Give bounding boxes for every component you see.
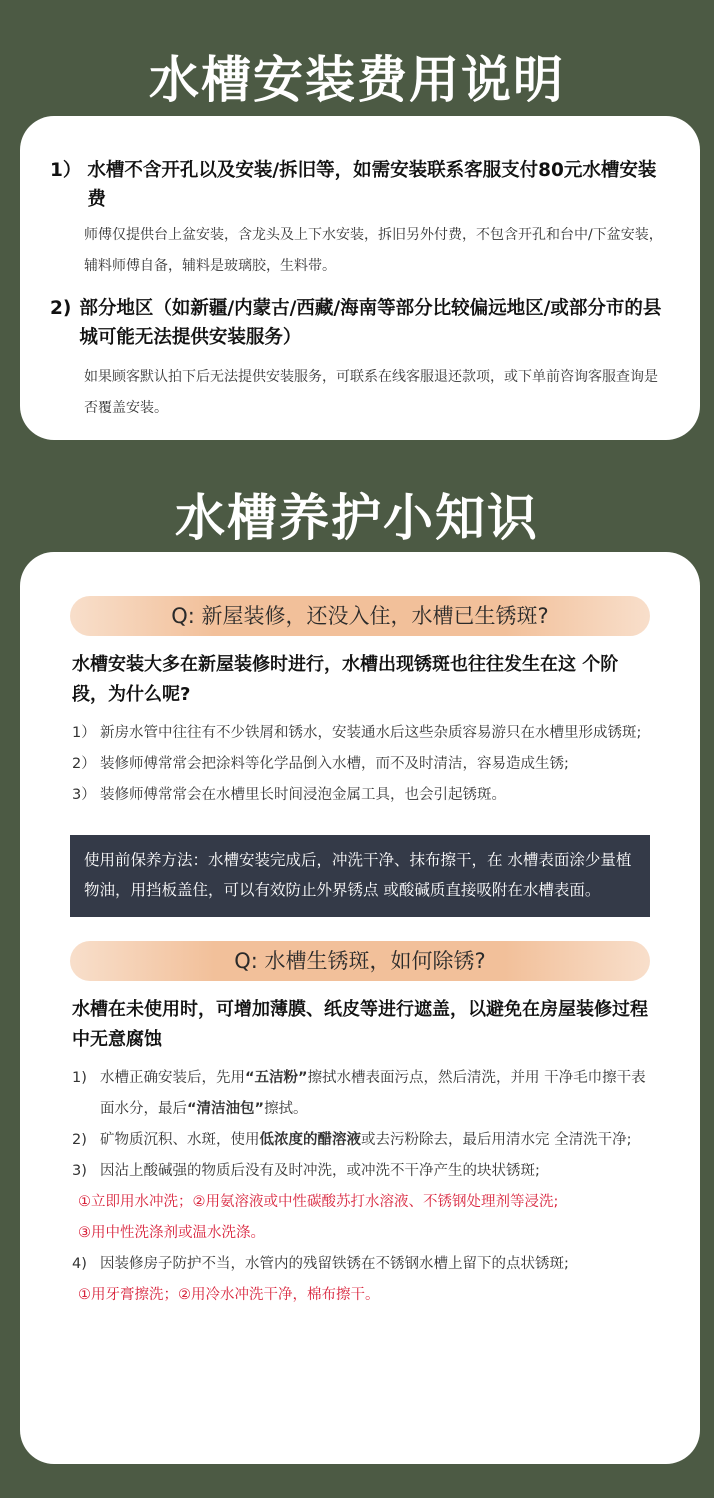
emphasis-text: 低浓度的 <box>259 1132 318 1148</box>
list-item <box>72 1156 648 1187</box>
red-remedy-line: ①用牙膏擦洗；②用冷水冲洗干净，棉布擦干。 <box>78 1287 380 1303</box>
text-fragment: 或去污粉除去，最后用清水完 全清洗干净; <box>361 1132 632 1148</box>
list-item <box>72 1125 648 1156</box>
list-item-number: 3) <box>72 1163 87 1179</box>
installation-item-1-heading: 水槽不含开孔以及安装/拆旧等，如需安装联系客服支付80元水槽安装费 <box>87 160 657 210</box>
emphasis-text: “清洁油包” <box>187 1101 265 1117</box>
installation-item-2 <box>50 294 670 352</box>
maintenance-tip-box: 使用前保养方法：水槽安装完成后，冲洗干净、抹布擦干，在 水槽表面涂少量植物油，用挡板盖住，可以有效防止外界锈点 或酸碱质直接吸附在水槽表面。 <box>70 835 650 917</box>
list-item-number: 1) <box>72 1070 87 1086</box>
text-fragment: 矿物质沉积、水斑，使用 <box>100 1132 260 1148</box>
item-number: 1） <box>50 160 82 181</box>
section-title-maintenance: 水槽养护小知识 <box>175 489 539 547</box>
list-item <box>72 718 648 749</box>
installation-item-2-heading: 部分地区（如新疆/内蒙古/西藏/海南等部分比较偏远地区/或部分市的县城可能无法提供安装服务） <box>79 298 662 348</box>
installation-item-2-note: 如果顾客默认拍下后无法提供安装服务，可联系在线客服退还款项，或下单前咨询客服查询是否覆盖安装。 <box>84 369 658 416</box>
red-remedy-line: ①立即用水冲洗；②用氨溶液或中性碳酸苏打水溶液、不锈钢处理剂等浸洗; <box>78 1194 559 1210</box>
maintenance-card <box>20 552 700 1464</box>
list-item-text <box>100 1063 648 1125</box>
list-item-text: 因装修房子防护不当，水管内的残留铁锈在不锈钢水槽上留下的点状锈斑; <box>100 1256 569 1272</box>
emphasis-text: 醋溶液 <box>317 1132 361 1148</box>
list-item-text <box>100 1125 648 1156</box>
list-item-number: 4) <box>72 1256 87 1272</box>
section-title-installation: 水槽安装费用说明 <box>149 51 565 109</box>
emphasis-text: “五洁粉” <box>245 1070 308 1086</box>
question-banner-1: Q: 新屋装修，还没入住，水槽已生锈斑? <box>70 596 650 636</box>
list-item <box>72 780 648 811</box>
text-fragment: 水槽正确安装后，先用 <box>100 1070 245 1086</box>
list-item <box>72 749 648 780</box>
question-1-list <box>72 718 648 811</box>
installation-card <box>20 116 700 440</box>
list-item <box>72 1063 648 1125</box>
list-item <box>72 1249 648 1280</box>
question-1-lead: 水槽安装大多在新屋装修时进行，水槽出现锈斑也往往发生在这 个阶段，为什么呢? <box>72 654 619 705</box>
question-banner-2: Q: 水槽生锈斑，如何除锈? <box>70 941 650 981</box>
list-item-text: 装修师傅常常会把涂料等化学品倒入水槽，而不及时清洁，容易造成生锈; <box>100 756 569 772</box>
list-item-number: 2) <box>72 1132 87 1148</box>
list-item-text: 装修师傅常常会在水槽里长时间浸泡金属工具，也会引起锈斑。 <box>100 787 506 803</box>
text-fragment: 擦拭水槽表面污点，然后清洗，并用 干净毛巾擦干表面水分，最后 <box>100 1070 646 1117</box>
question-2-lead: 水槽在未使用时，可增加薄膜、纸皮等进行遮盖，以避免在房屋装修过程中无意腐蚀 <box>72 999 648 1050</box>
list-item-number: 2） <box>72 756 96 772</box>
list-item-text: 新房水管中往往有不少铁屑和锈水，安装通水后这些杂质容易游只在水槽里形成锈斑; <box>100 725 642 741</box>
installation-item-1-note: 师傅仅提供台上盆安装，含龙头及上下水安装，拆旧另外付费，不包含开孔和台中/下盆安装，辅料师傅自备，辅料是玻璃胶，生料带。 <box>84 227 663 274</box>
installation-item-1 <box>50 156 670 214</box>
list-item-number: 3） <box>72 787 96 803</box>
list-item-text: 因沾上酸碱强的物质后没有及时冲洗，或冲洗不干净产生的块状锈斑; <box>100 1163 540 1179</box>
question-2-list <box>72 1063 648 1311</box>
red-remedy-line: ③用中性洗涤剂或温水洗涤。 <box>78 1225 265 1241</box>
list-item-number: 1） <box>72 725 96 741</box>
item-number: 2) <box>50 298 72 319</box>
text-fragment: 擦拭。 <box>264 1101 308 1117</box>
